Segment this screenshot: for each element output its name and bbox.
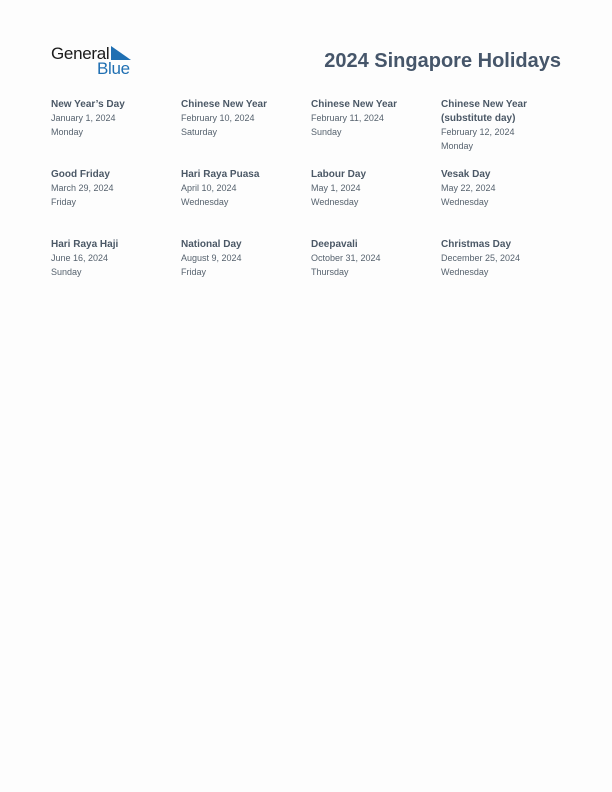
- holiday-date: May 1, 2024: [311, 183, 361, 193]
- holiday-weekday: Saturday: [181, 126, 218, 137]
- holiday-name: New Year’s Day: [51, 99, 125, 110]
- holiday-weekday: Thursday: [311, 266, 349, 277]
- generalblue-logo: [51, 44, 133, 78]
- holiday-item: [181, 238, 307, 279]
- holiday-name: Labour Day: [311, 169, 367, 180]
- holiday-date: February 12, 2024: [441, 127, 515, 137]
- holiday-weekday: Monday: [51, 126, 84, 137]
- holiday-name: Hari Raya Puasa: [181, 169, 260, 180]
- holiday-date: April 10, 2024: [181, 183, 237, 193]
- logo-triangle-icon: [111, 46, 131, 60]
- holiday-name: Chinese New Year: [181, 99, 267, 110]
- holiday-weekday: Wednesday: [441, 196, 489, 207]
- holiday-name: Hari Raya Haji: [51, 239, 119, 250]
- holiday-date: February 11, 2024: [311, 113, 384, 123]
- holiday-item: [441, 98, 551, 153]
- holiday-date: January 1, 2024: [51, 113, 116, 123]
- holiday-item: [181, 168, 307, 209]
- holiday-item: [441, 168, 551, 209]
- holiday-weekday: Friday: [51, 196, 77, 207]
- holiday-name: Chinese New Year (substitute day): [441, 99, 527, 124]
- holiday-date: October 31, 2024: [311, 253, 381, 263]
- holiday-weekday: Wednesday: [181, 196, 229, 207]
- holiday-item: [441, 238, 551, 279]
- holiday-item: [51, 238, 177, 279]
- holiday-item: [311, 238, 437, 279]
- holiday-date: December 25, 2024: [441, 253, 521, 263]
- logo-word-general: General: [51, 44, 110, 63]
- holiday-date: February 10, 2024: [181, 113, 255, 123]
- holiday-name: Christmas Day: [441, 239, 512, 250]
- holiday-name: National Day: [181, 239, 242, 250]
- holiday-name: Deepavali: [311, 239, 358, 250]
- holiday-item: [51, 98, 177, 139]
- holiday-item: [181, 98, 307, 139]
- holiday-name: Good Friday: [51, 169, 110, 180]
- logo-word-blue: Blue: [97, 59, 130, 78]
- holiday-weekday: Wednesday: [311, 196, 359, 207]
- holiday-date: June 16, 2024: [51, 253, 109, 263]
- holiday-name: Chinese New Year: [311, 99, 397, 110]
- holiday-date: May 22, 2024: [441, 183, 496, 193]
- page-title: 2024 Singapore Holidays: [324, 50, 561, 72]
- holiday-item: [311, 98, 437, 139]
- holiday-weekday: Wednesday: [441, 266, 489, 277]
- holiday-date: March 29, 2024: [51, 183, 114, 193]
- holiday-name: Vesak Day: [441, 169, 491, 180]
- holiday-weekday: Friday: [181, 266, 207, 277]
- holiday-weekday: Monday: [441, 140, 474, 151]
- holiday-weekday: Sunday: [311, 126, 342, 137]
- holiday-item: [51, 168, 177, 209]
- holiday-item: [311, 168, 437, 209]
- holiday-date: August 9, 2024: [181, 253, 242, 263]
- holiday-weekday: Sunday: [51, 266, 82, 277]
